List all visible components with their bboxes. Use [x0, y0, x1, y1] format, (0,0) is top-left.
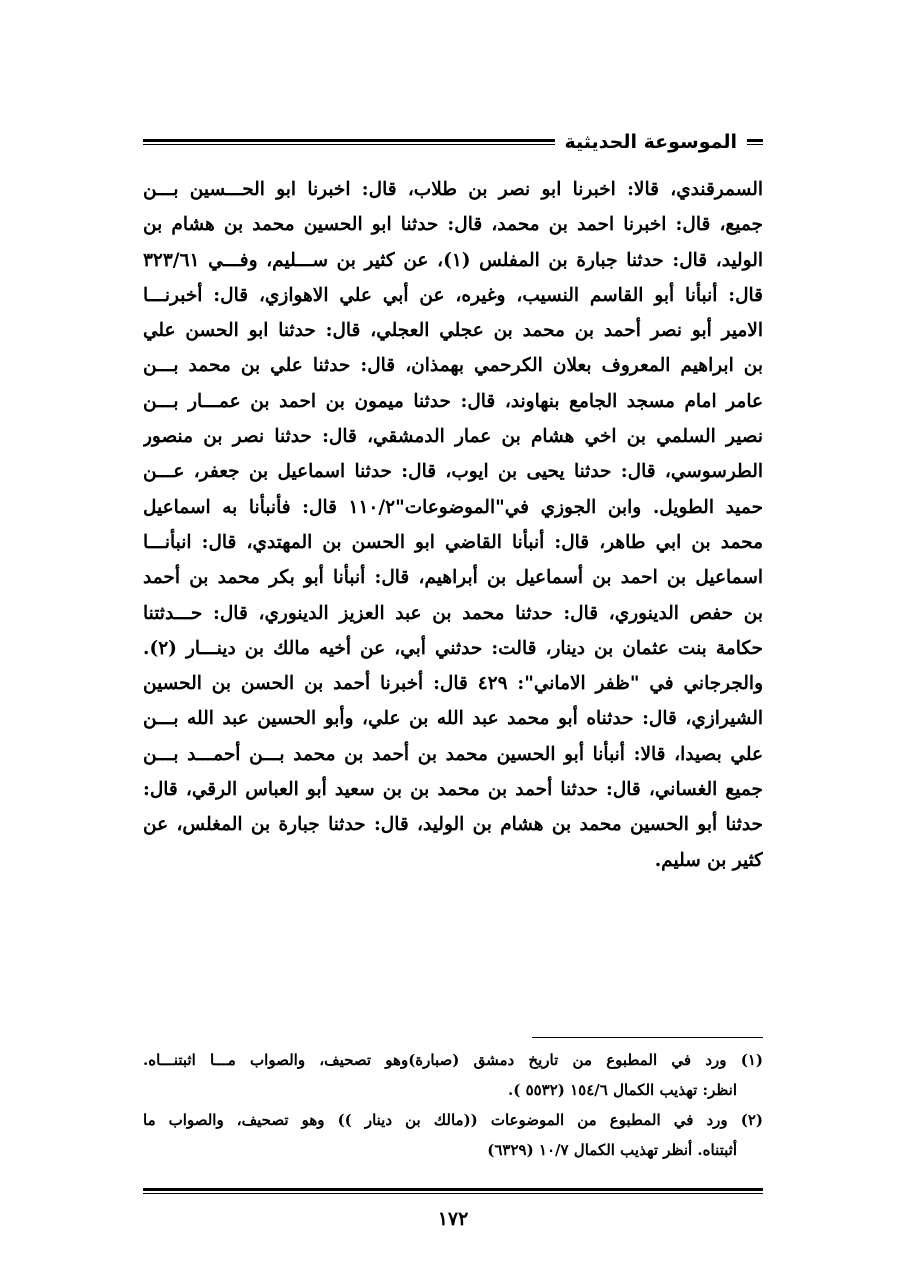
- text-line: الشيرازي، قال: حدثناه أبو محمد عبد الله بن علي، وأبو الحسين عبد الله بـــن: [143, 708, 763, 730]
- page-number: ١٧٢: [437, 1208, 469, 1230]
- text-line: السمرقندي، قالا: اخبرنا ابو نصر بن طلاب، قال: اخبرنا ابو الحـــسين بـــن: [143, 179, 763, 200]
- text-line: جميع الغساني، قال: حدثنا أحمد بن محمد بن بن سعيد أبو العباس الرقي، قال:: [143, 779, 763, 801]
- text-line: نصير السلمي بن اخي هشام بن عمار الدمشقي، قال: حدثنا نصر بن منصور: [143, 426, 763, 448]
- bottom-rule: [143, 1188, 763, 1194]
- footnote-line: أثبتناه. أنظر تهذيب الكمال ١٠/٧ (٦٣٢٩): [487, 1141, 737, 1159]
- text-line: بن ابراهيم المعروف بعلان الكرحمي بهمذان، قال: حدثنا علي بن محمد بـــن: [143, 355, 763, 377]
- text-line: علي بصيدا، قالا: أنبأنا أبو الحسين محمد بن أحمد بن محمد بـــن أحمـــد بـــن: [143, 743, 763, 765]
- footnote-separator: [532, 1037, 763, 1038]
- text-line: عامر امام مسجد الجامع بنهاوند، قال: حدثنا ميمون بن احمد بن عمـــار بـــن: [143, 390, 763, 412]
- header-rule-short: [747, 139, 763, 145]
- footnote-line: (٢) ورد في المطبوع من الموضوعات ((مالك بن دينار )) وهو تصحيف، والصواب ما: [143, 1111, 763, 1129]
- footnotes: [143, 1045, 763, 1165]
- text-line: اسماعيل بن احمد بن أسماعيل بن أبراهيم، قال: أنبأنا أبو بكر محمد بن أحمد: [143, 567, 763, 589]
- main-text: [143, 172, 763, 878]
- text-line: بن حفص الدينوري، قال: حدثنا محمد بن عبد العزيز الدينوري، قال: حـــدثتنا: [143, 602, 763, 624]
- text-line: حدثنا أبو الحسين محمد بن هشام بن الوليد، قال: حدثنا جبارة بن المغلس، عن: [143, 814, 763, 836]
- header-title: الموسوعة الحديثية: [564, 131, 737, 153]
- footnote-line: (١) ورد في المطبوع من تاريخ دمشق (صبارة)وهو تصحيف، والصواب مـــا اثبتنـــاه.: [143, 1051, 763, 1069]
- text-line: جميع، قال: اخبرنا احمد بن محمد، قال: حدثنا ابو الحسين محمد بن هشام بن: [143, 214, 763, 236]
- text-line: حميد الطويل. وابن الجوزي في"الموضوعات"١١٠/٢ قال: فأنبأنا به اسماعيل: [143, 496, 763, 518]
- text-line: الطرسوسي، قال: حدثنا يحيى بن ايوب، قال: حدثنا اسماعيل بن جعفر، عـــن: [143, 461, 763, 483]
- text-line: الوليد، قال: حدثنا جبارة بن المفلس (١)، عن كثير بن ســـليم، وفـــي ٣٢٣/٦١: [143, 249, 763, 271]
- text-line: كثير بن سليم.: [654, 849, 763, 871]
- text-line: الامير أبو نصر أحمد بن محمد بن عجلي العجلي، قال: حدثنا ابو الحسن علي: [143, 320, 763, 342]
- running-header: [143, 124, 763, 160]
- header-rule-long: [143, 139, 555, 145]
- footnote-line: انظر: تهذيب الكمال ١٥٤/٦ (٥٥٣٢ ).: [508, 1081, 737, 1099]
- text-line: حكامة بنت عثمان بن دينار، قالت: حدثني أبي، عن أخيه مالك بن دينـــار (٢).: [143, 637, 763, 659]
- text-line: قال: أنبأنا أبو القاسم النسيب، وغيره، عن أبي علي الاهوازي، قال: أخبرنـــا: [143, 284, 763, 306]
- text-line: محمد بن ابي طاهر، قال: أنبأنا القاضي ابو الحسن بن المهتدي، قال: انبأنـــا: [143, 531, 763, 553]
- text-line: والجرجاني في "ظفر الاماني": ٤٢٩ قال: أخبرنا أحمد بن الحسن بن الحسين: [143, 673, 763, 695]
